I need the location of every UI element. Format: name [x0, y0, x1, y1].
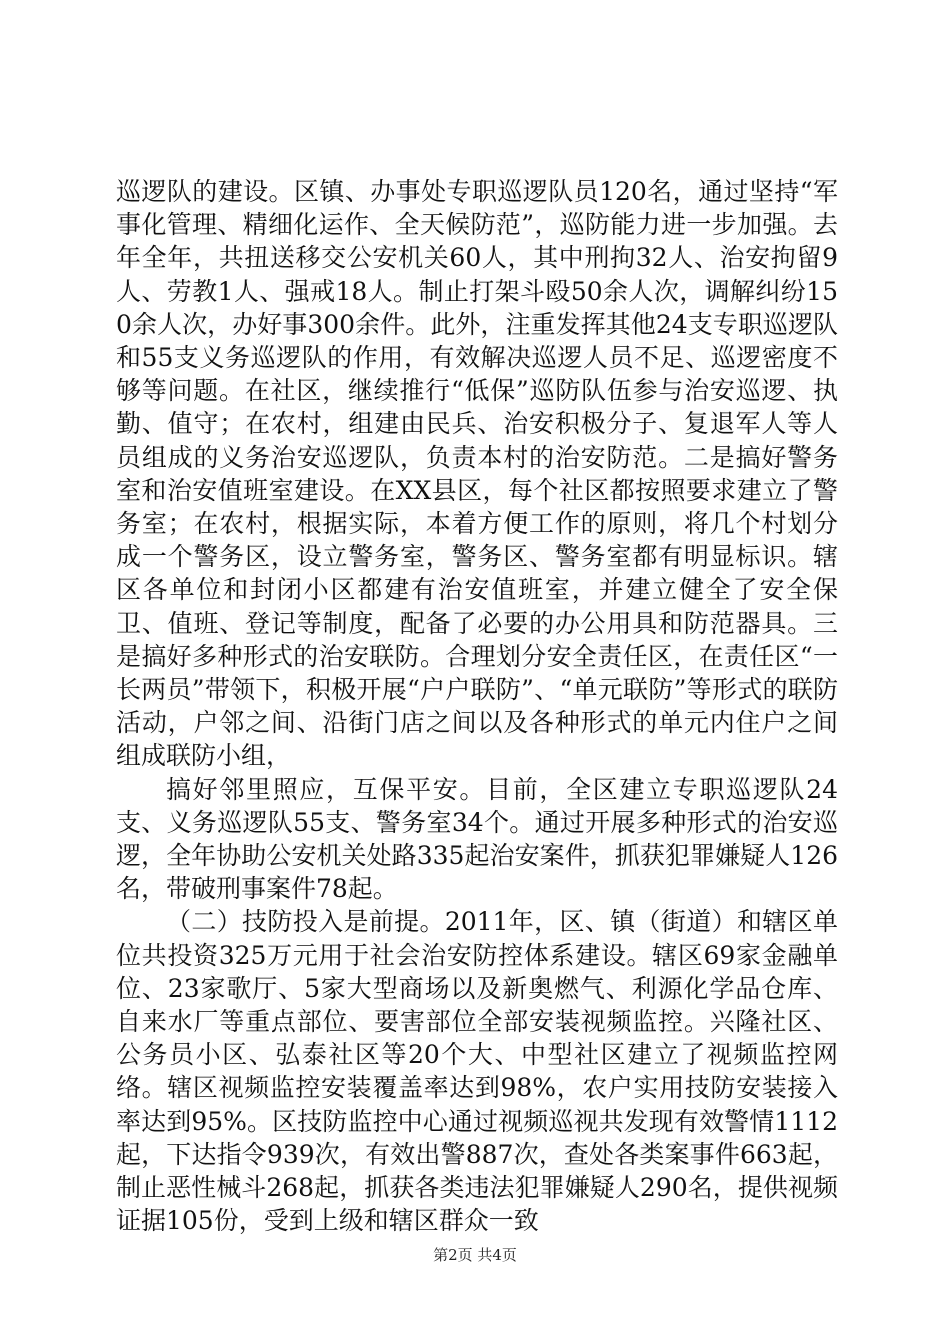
document-body: [116, 175, 838, 1238]
paragraph-1: 巡逻队的建设。区镇、办事处专职巡逻队员120名，通过坚持“军事化管理、精细化运作、全天候防范”，巡防能力进一步加强。去年全年，共扭送移交公安机关60人，其中刑拘32人、治安拘留9人、劳教1人、强戒18人。制止打架斗殴50余人次，调解纠纷150余人次，办好事300余件。此外，注重发挥其他24支专职巡逻队和55支义务巡逻队的作用，有效解决巡逻人员不足、巡逻密度不够等问题。在社区，继续推行“低保”巡防队伍参与治安巡逻、执勤、值守；在农村，组建由民兵、治安积极分子、复退军人等人员组成的义务治安巡逻队，负责本村的治安防范。二是搞好警务室和治安值班室建设。在XX县区，每个社区都按照要求建立了警务室；在农村，根据实际，本着方便工作的原则，将几个村划分成一个警务区，设立警务室，警务区、警务室都有明显标识。辖区各单位和封闭小区都建有治安值班室，并建立健全了安全保卫、值班、登记等制度，配备了必要的办公用具和防范器具。三是搞好多种形式的治安联防。合理划分安全责任区，在责任区“一长两员”带领下，积极开展“户户联防”、“单元联防”等形式的联防活动，户邻之间、沿街门店之间以及各种形式的单元内住户之间组成联防小组，: [116, 177, 838, 771]
paragraph-3: （二）技防投入是前提。2011年，区、镇（街道）和辖区单位共投资325万元用于社会治安防控体系建设。辖区69家金融单位、23家歌厅、5家大型商场以及新奥燃气、利源化学品仓库、自来水厂等重点部位、要害部位全部安装视频监控。兴隆社区、公务员小区、弘泰社区等20个大、中型社区建立了视频监控网络。辖区视频监控安装覆盖率达到98%，农户实用技防安装接入率达到95%。区技防监控中心通过视频巡视共发现有效警情1112起，下达指令939次，有效出警887次，查处各类案事件663起，制止恶性械斗268起，抓获各类违法犯罪嫌疑人290名，提供视频证据105份，受到上级和辖区群众一致: [116, 907, 838, 1236]
page-footer: 第2页 共4页: [433, 1246, 517, 1264]
paragraph-2: 搞好邻里照应，互保平安。目前，全区建立专职巡逻队24支、义务巡逻队55支、警务室34个。通过开展多种形式的治安巡逻，全年协助公安机关处路335起治安案件，抓获犯罪嫌疑人126名，带破刑事案件78起。: [116, 774, 838, 904]
